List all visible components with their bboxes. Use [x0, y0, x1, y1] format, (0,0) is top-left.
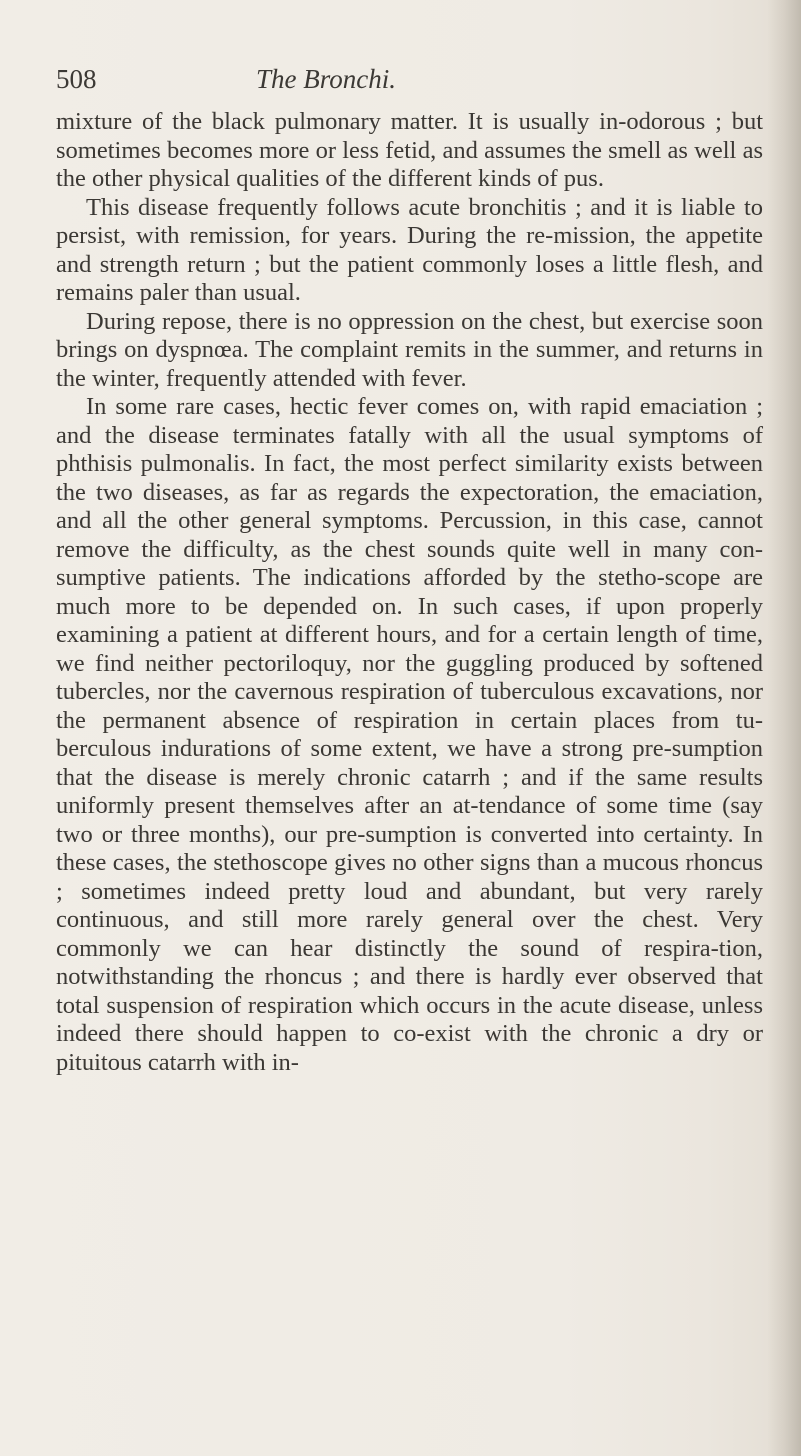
- paragraph: In some rare cases, hectic fever comes on, with rapid emaciation ; and the disease terminates fatally with all the usual symptoms of phthisis pulmonalis. In fact, the most perfect similarity exists between the two diseases, as far as regards the expectoration, the emaciation, and all the other general symptoms. Percussion, in this case, cannot remove the difficulty, as the chest sounds quite well in many con-sumptive patients. The indications afforded by the stetho-scope are much more to be depended on. In such cases, if upon properly examining a patient at different hours, and for a certain length of time, we find neither pectoriloquy, nor the guggling produced by softened tubercles, nor the cavernous respiration of tuberculous excavations, nor the permanent absence of respiration in certain places from tu-berculous indurations of some extent, we have a strong pre-sumption that the disease is merely chronic catarrh ; and if the same results uniformly present themselves after an at-tendance of some time (say two or three months), our pre-sumption is converted into certainty. In these cases, the stethoscope gives no other signs than a mucous rhoncus ; sometimes indeed pretty loud and abundant, but very rarely continuous, and still more rarely general over the chest. Very commonly we can hear distinctly the sound of respira-tion, notwithstanding the rhoncus ; and there is hardly ever observed that total suspension of respiration which occurs in the acute disease, unless indeed there should happen to co-exist with the chronic a dry or pituitous catarrh with in-: [56, 393, 763, 1076]
- paragraph: This disease frequently follows acute bronchitis ; and it is liable to persist, with remission, for years. During the re-mission, the appetite and strength return ; but the patient commonly loses a little flesh, and remains paler than usual.: [56, 193, 763, 306]
- paragraph-continued: mixture of the black pulmonary matter. It is usually in-odorous ; but sometimes becomes more or less fetid, and assumes the smell as well as the other physical qualities of the different kinds of pus.: [56, 108, 763, 192]
- page-number: 508: [56, 64, 97, 94]
- body-text: [56, 108, 763, 1077]
- running-title: The Bronchi.: [256, 64, 396, 94]
- page-edge-shadow: [767, 0, 801, 1456]
- paragraph: During repose, there is no oppression on the chest, but exercise soon brings on dyspnœa. The complaint remits in the summer, and returns in the winter, frequently attended with fever.: [56, 307, 763, 392]
- page-header: [56, 54, 746, 98]
